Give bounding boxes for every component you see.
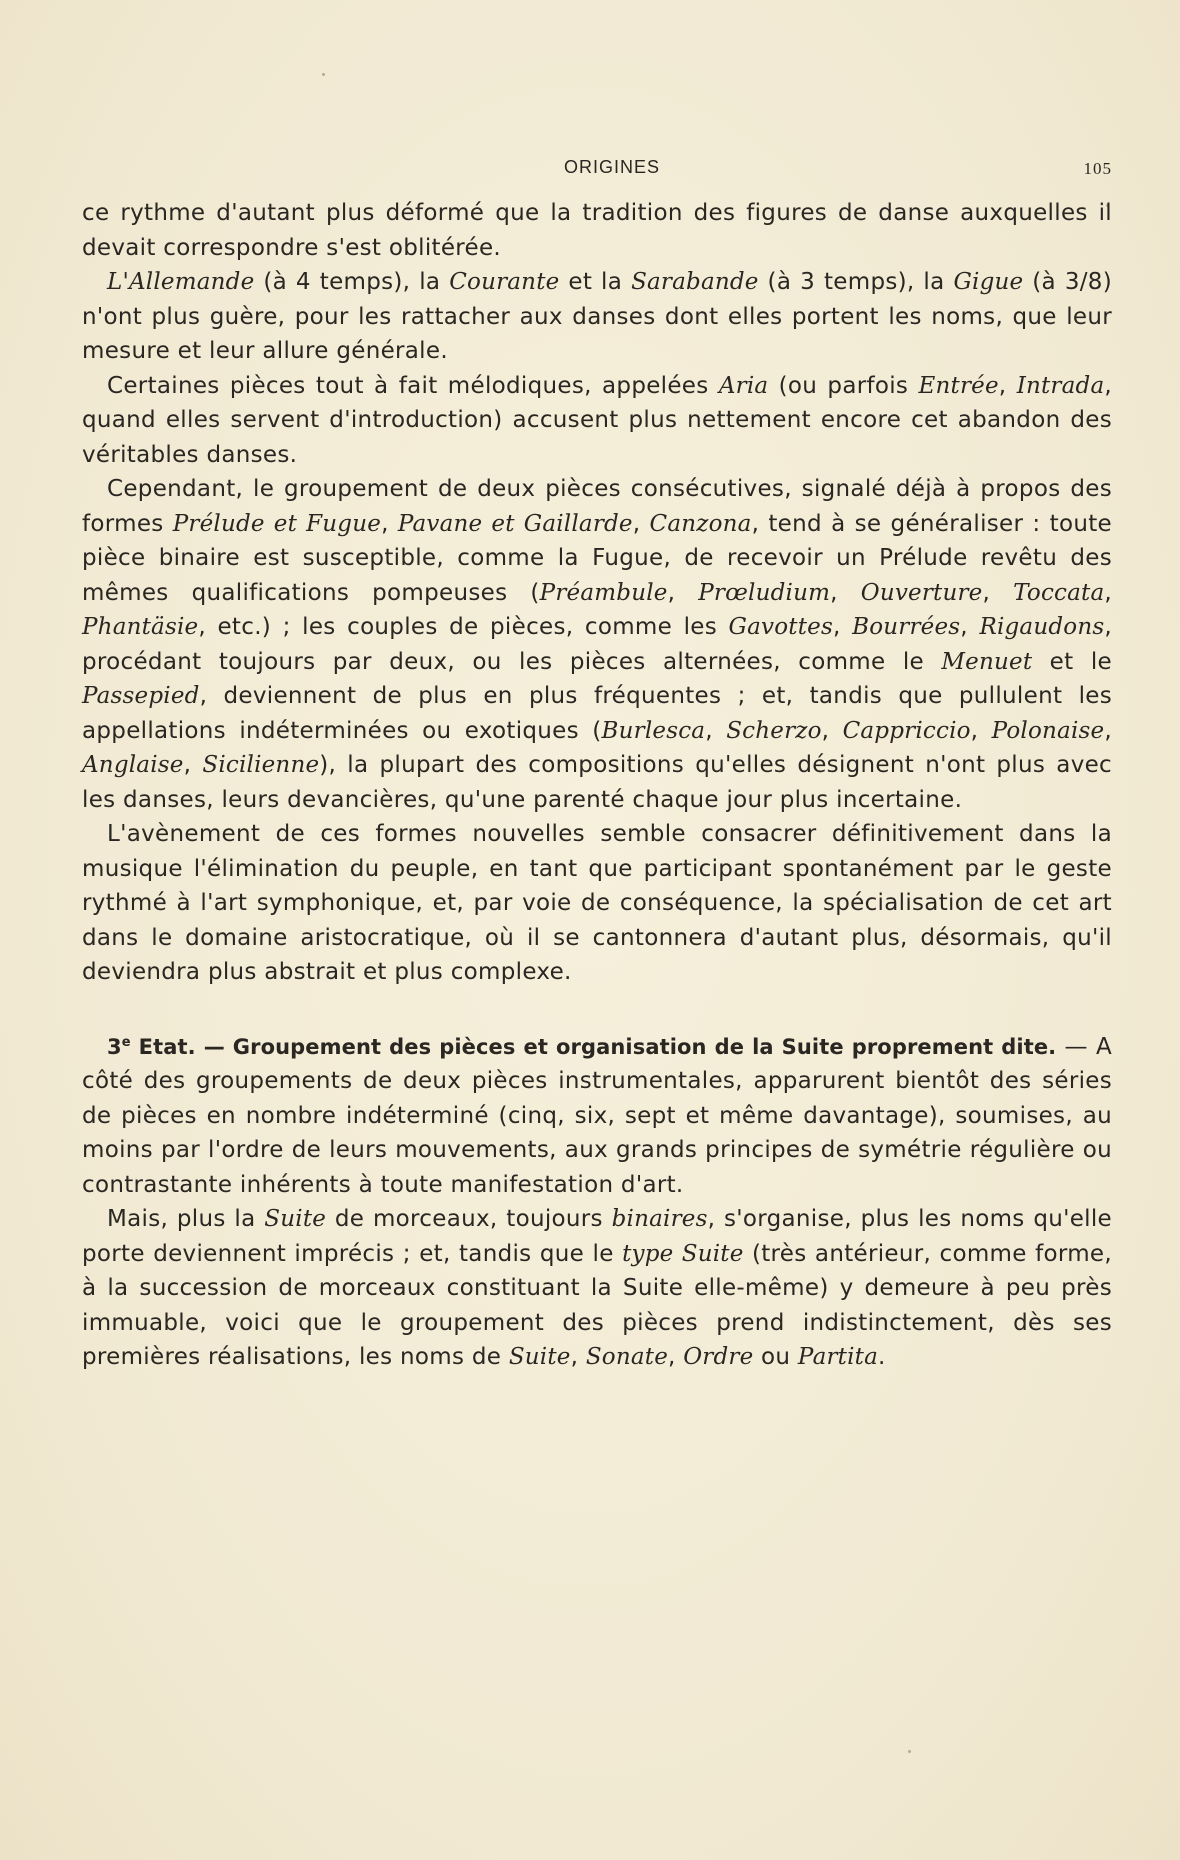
italic-term: type Suite xyxy=(622,1240,744,1267)
italic-term: L'Allemande xyxy=(107,269,255,295)
italic-term: Ordre xyxy=(683,1344,754,1370)
italic-term: Aria xyxy=(718,372,769,399)
italic-term: Partita xyxy=(797,1344,879,1370)
italic-term: Sonate xyxy=(585,1344,669,1370)
italic-term: Sarabande xyxy=(631,269,759,295)
italic-term: Menuet xyxy=(941,648,1033,675)
body-text xyxy=(82,196,1112,1375)
italic-term: Cappriccio xyxy=(842,717,971,744)
paper-speck xyxy=(322,73,325,76)
paragraph-2: L'Allemande (à 4 temps), la Courante et la Sarabande (à 3 temps), la Gigue (à 3/8) n'ont plus guère, pour les rattacher aux danses dont elles portent les noms, que leur mesure et leur allure générale. xyxy=(82,269,1113,364)
italic-term: Burlesca xyxy=(601,717,706,744)
section-paragraph: 3e Etat. — Groupement des pièces et organisation de la Suite proprement dite. — A côté des groupements de deux pièces instrumentales, apparurent bientôt des séries de pièces en nombre indéterminé (cinq, six, sept et même davantage), soumises, au moins par l'ordre de leurs mouvements, aux grands principes de symétrie régulière ou contrastante inhérents à toute manifestation d'art. xyxy=(82,1033,1112,1198)
running-head xyxy=(82,157,1112,187)
italic-term: Canzona xyxy=(649,510,752,537)
paragraph-1: ce rythme d'autant plus déformé que la tradition des figures de danse auxquelles il devait correspondre s'est oblitérée. xyxy=(82,200,1112,261)
italic-term: Prœludium xyxy=(698,579,831,606)
italic-term: Toccata xyxy=(1013,579,1105,606)
italic-term: Anglaise xyxy=(82,752,184,778)
italic-term: Phantäsie xyxy=(82,614,199,640)
italic-term: Prélude et Fugue xyxy=(172,510,382,537)
section-gap xyxy=(82,990,1112,1026)
italic-term: binaires xyxy=(611,1206,708,1232)
paper-speck xyxy=(908,1750,911,1753)
italic-term: Suite xyxy=(508,1344,571,1370)
italic-term: Ouverture xyxy=(860,579,983,606)
paragraph-4: Cependant, le groupement de deux pièces consécutives, signalé déjà à propos des formes Prélude et Fugue, Pavane et Gaillarde, Canzona, tend à se généraliser : toute pièce binaire est susceptible, comme la Fugue, de recevoir un Prélude revêtu des mêmes qualifications pompeuses (Préambule, Prœludium, Ouverture, Toccata, Phantäsie, etc.) ; les couples de pièces, comme les Gavottes, Bourrées, Rigaudons, procédant toujours par deux, ou les pièces alternées, comme le Menuet et le Passepied, deviennent de plus en plus fréquentes ; et, tandis que pullulent les appellations indéterminées ou exotiques (Burlesca, Scherzo, Cappriccio, Polonaise, Anglaise, Sicilienne), la plupart des compositions qu'elles désignent n'ont plus avec les danses, leurs devancières, qu'une parenté chaque jour plus incertaine. xyxy=(82,476,1113,813)
section-heading: 3e Etat. — Groupement des pièces et organisation de la Suite proprement dite. xyxy=(107,1034,1057,1059)
italic-term: Préambule xyxy=(539,579,668,606)
italic-term: Scherzo xyxy=(726,717,822,744)
italic-term: Bourrées xyxy=(852,614,961,640)
running-head-title: ORIGINES xyxy=(563,157,660,177)
italic-term: Pavane et Gaillarde xyxy=(397,510,633,537)
italic-term: Gavottes xyxy=(728,614,833,640)
italic-term: Sicilienne xyxy=(202,752,320,778)
italic-term: Intrada xyxy=(1016,372,1105,399)
paragraph-7: Mais, plus la Suite de morceaux, toujours binaires, s'organise, plus les noms qu'elle porte deviennent imprécis ; et, tandis que le type Suite (très antérieur, comme forme, à la succession de morceaux constituant la Suite elle-même) y demeure à peu près immuable, voici que le groupement des pièces prend indistinctement, dès ses premières réalisations, les noms de Suite, Sonate, Ordre ou Partita. xyxy=(82,1206,1113,1370)
italic-term: Entrée xyxy=(918,372,999,399)
italic-term: Courante xyxy=(449,269,560,295)
italic-term: Passepied xyxy=(82,683,200,709)
italic-term: Rigaudons xyxy=(979,614,1105,640)
page-number: 105 xyxy=(1083,159,1112,178)
paragraph-3: Certaines pièces tout à fait mélodiques, appelées Aria (ou parfois Entrée, Intrada, quand elles servent d'introduction) accusent plus nettement encore cet abandon des véritables danses. xyxy=(82,372,1112,468)
italic-term: Gigue xyxy=(953,269,1024,295)
italic-term: Polonaise xyxy=(991,717,1105,744)
italic-term: Suite xyxy=(264,1206,327,1232)
paragraph-5: L'avènement de ces formes nouvelles semble consacrer définitivement dans la musique l'élimination du peuple, en tant que participant spontanément par le geste rythmé à l'art symphonique, et, par voie de conséquence, la spécialisation de cet art dans le domaine aristocratique, où il se cantonnera d'autant plus, désormais, qu'il deviendra plus abstrait et plus complexe. xyxy=(82,821,1112,985)
